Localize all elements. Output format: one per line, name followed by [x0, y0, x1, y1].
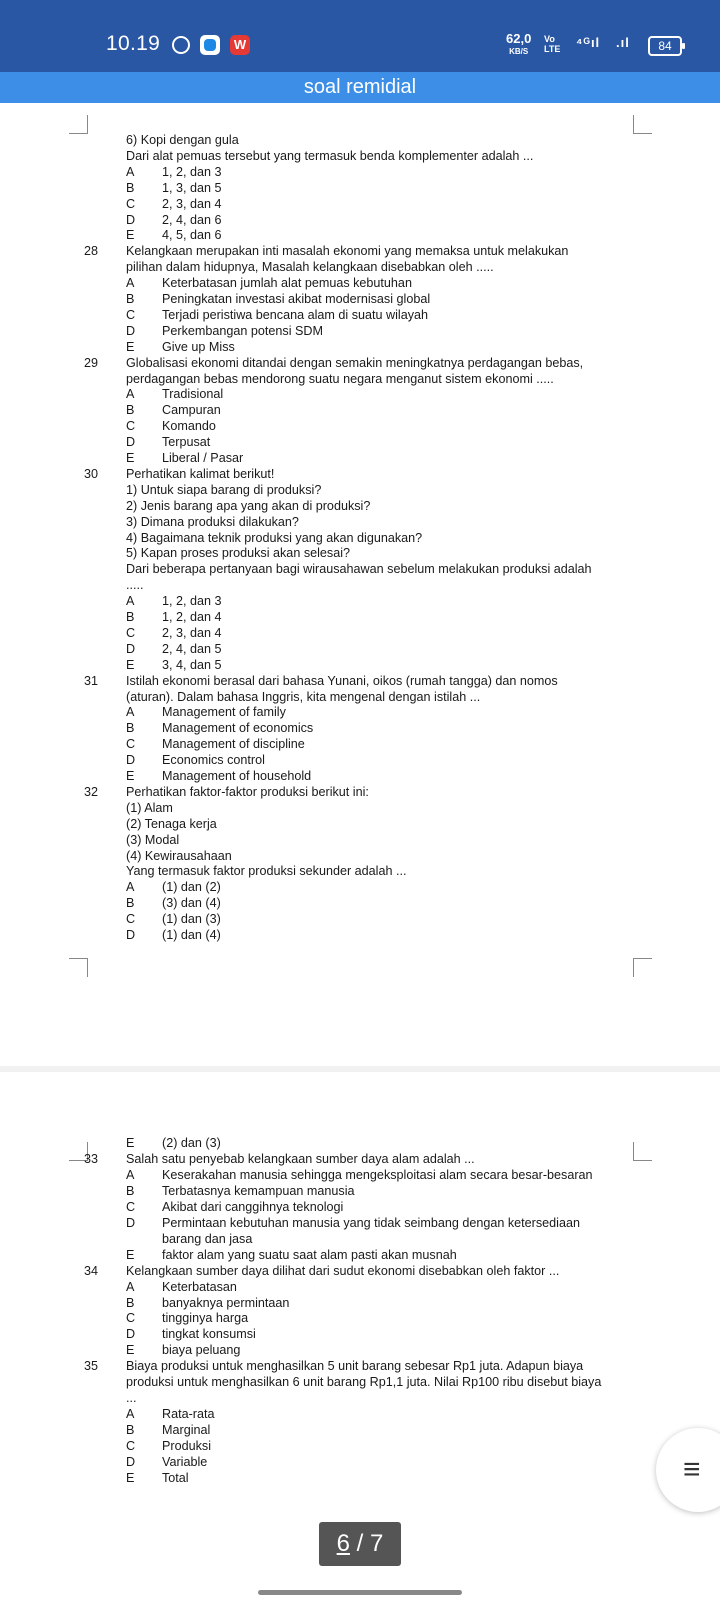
option-text: 4, 5, dan 6 — [162, 228, 222, 243]
question-number: 29 — [84, 355, 99, 370]
option-text: Economics control — [162, 753, 265, 768]
option-key: C — [126, 1311, 136, 1326]
option-key: A — [126, 387, 135, 402]
question-text: Globalisasi ekonomi ditandai dengan semakin meningkatnya perdagangan bebas, — [126, 355, 584, 370]
option-key: D — [126, 1327, 136, 1342]
signal-4g-icon: ⁴ᴳıl — [576, 35, 601, 50]
option-key: C — [126, 196, 136, 211]
whatsapp-notification-icon — [172, 36, 190, 54]
question-text: ..... — [126, 578, 144, 593]
option-text: Variable — [162, 1455, 208, 1469]
option-key: D — [126, 1215, 136, 1230]
option-text: Keterbatasan — [162, 1279, 237, 1294]
option-text: 1, 2, dan 4 — [162, 610, 222, 624]
question-number: 33 — [84, 1151, 99, 1166]
document-title: soal remidial — [303, 76, 417, 98]
page-indicator[interactable] — [319, 1522, 401, 1566]
question-text: Salah satu penyebab kelangkaan sumber daya alam adalah ... — [126, 1151, 475, 1166]
option-text: tingginya harga — [162, 1311, 249, 1326]
option-key: E — [126, 451, 135, 465]
option-text: (1) dan (4) — [162, 928, 221, 942]
option-text: faktor alam yang suatu saat alam pasti akan musnah — [162, 1247, 457, 1262]
option-key: D — [126, 323, 136, 338]
status-bar — [0, 0, 720, 72]
option-key: A — [126, 705, 135, 720]
question-text: 1) Untuk siapa barang di produksi? — [126, 482, 322, 497]
option-text: Management of economics — [162, 721, 314, 736]
option-key: E — [126, 228, 135, 243]
question-text: (3) Modal — [126, 832, 180, 847]
option-key: C — [126, 1439, 136, 1454]
option-key: A — [126, 276, 135, 291]
option-key: E — [126, 657, 135, 672]
question-text: perdagangan bebas mendorong suatu negara menganut sistem ekonomi ..... — [126, 371, 554, 386]
network-speed — [506, 33, 531, 57]
network-speed-value: 62,0 — [506, 31, 532, 46]
question-text: (4) Kewirausahaan — [126, 848, 232, 863]
question-number: 31 — [84, 673, 99, 688]
option-text: Perkembangan potensi SDM — [162, 323, 324, 338]
question-text: pilihan dalam hidupnya, Masalah kelangkaan disebabkan oleh ..... — [126, 260, 494, 275]
option-key: E — [126, 339, 135, 354]
option-text: Keserakahan manusia sehingga mengeksploitasi alam secara besar-besaran — [162, 1167, 593, 1182]
option-key: B — [126, 610, 135, 624]
option-text: Komando — [162, 419, 216, 434]
question-number: 35 — [84, 1359, 99, 1374]
menu-icon[interactable]: ≡ — [656, 1428, 720, 1512]
crop-mark-bottom-left — [69, 958, 88, 977]
option-text: Terjadi peristiwa bencana alam di suatu wilayah — [162, 307, 429, 322]
option-text: Give up Miss — [162, 339, 235, 354]
option-text: barang dan jasa — [162, 1231, 253, 1246]
option-key: B — [126, 180, 135, 195]
option-text: Management of family — [162, 705, 286, 720]
option-key: A — [126, 1167, 135, 1182]
question-text: 3) Dimana produksi dilakukan? — [126, 514, 299, 529]
option-text: 2, 4, dan 5 — [162, 641, 222, 656]
question-number: 32 — [84, 784, 99, 799]
option-key: A — [126, 1407, 135, 1422]
option-text: Terpusat — [162, 435, 211, 450]
option-key: B — [126, 896, 135, 911]
signal-icon: .ıl — [616, 35, 630, 50]
option-key: B — [126, 1295, 135, 1310]
question-text: (aturan). Dalam bahasa Inggris, kita mengenal dengan istilah ... — [126, 689, 481, 704]
option-key: D — [126, 641, 136, 656]
option-key: E — [126, 1136, 135, 1150]
wps-office-icon: W — [230, 35, 250, 55]
volte-icon — [544, 34, 560, 54]
option-text: biaya peluang — [162, 1343, 241, 1358]
option-text: 1, 3, dan 5 — [162, 180, 222, 195]
question-number: 34 — [84, 1263, 99, 1278]
question-text: Istilah ekonomi berasal dari bahasa Yunani, oikos (rumah tangga) dan nomos — [126, 673, 558, 688]
document-title-bar — [0, 72, 720, 103]
current-page: 6 — [336, 1530, 350, 1557]
option-key: D — [126, 435, 136, 450]
option-key: A — [126, 594, 135, 609]
option-key: D — [126, 928, 136, 942]
option-key: D — [126, 1455, 136, 1469]
document-page-7[interactable] — [0, 1072, 720, 1600]
network-speed-unit: KB/S — [509, 47, 529, 56]
option-key: D — [126, 212, 136, 227]
option-key: C — [126, 1199, 136, 1214]
total-pages: 7 — [370, 1530, 384, 1557]
option-text: Management of discipline — [162, 737, 305, 752]
home-indicator[interactable] — [258, 1590, 462, 1595]
crop-mark-bottom-right — [633, 958, 652, 977]
option-text: Tradisional — [162, 387, 224, 402]
question-text: Kelangkaan sumber daya dilihat dari sudut ekonomi disebabkan oleh faktor ... — [126, 1263, 560, 1278]
option-key: E — [126, 1470, 135, 1485]
option-text: (2) dan (3) — [162, 1136, 221, 1150]
option-key: A — [126, 880, 135, 895]
option-text: 2, 3, dan 4 — [162, 625, 222, 640]
option-text: Akibat dari canggihnya teknologi — [162, 1199, 344, 1214]
option-key: C — [126, 737, 136, 752]
option-text: 3, 4, dan 5 — [162, 657, 222, 672]
document-page-6[interactable] — [0, 103, 720, 1066]
option-text: (3) dan (4) — [162, 896, 221, 911]
option-text: 1, 2, dan 3 — [162, 164, 222, 179]
option-key: E — [126, 1247, 135, 1262]
question-text: 5) Kapan proses produksi akan selesai? — [126, 546, 351, 561]
option-text: Management of household — [162, 769, 312, 783]
option-text: (1) dan (3) — [162, 912, 221, 927]
question-text: 4) Bagaimana teknik produksi yang akan digunakan? — [126, 530, 423, 545]
option-text: tingkat konsumsi — [162, 1327, 256, 1342]
volte-top: Vo — [544, 34, 555, 44]
option-key: A — [126, 164, 135, 179]
option-text: 2, 4, dan 6 — [162, 212, 222, 227]
option-key: C — [126, 912, 136, 927]
app-notification-icon — [200, 35, 220, 55]
question-number: 28 — [84, 244, 99, 259]
question-text: produksi untuk menghasilkan 6 unit barang Rp1,1 juta. Nilai Rp100 ribu disebut biaya — [126, 1375, 602, 1390]
option-text: (1) dan (2) — [162, 880, 221, 895]
question-text: 6) Kopi dengan gula — [126, 133, 239, 147]
option-key: C — [126, 419, 136, 434]
option-key: D — [126, 753, 136, 768]
question-text: 2) Jenis barang apa yang akan di produksi? — [126, 498, 371, 513]
option-key: B — [126, 1183, 135, 1198]
clock: 10.19 — [106, 32, 161, 55]
option-text: banyaknya permintaan — [162, 1295, 290, 1310]
option-text: Peningkatan investasi akibat modernisasi global — [162, 292, 431, 306]
question-text: ... — [126, 1391, 137, 1406]
option-key: B — [126, 721, 135, 736]
option-text: Campuran — [162, 403, 221, 418]
question-text: (2) Tenaga kerja — [126, 816, 217, 831]
option-text: Marginal — [162, 1423, 211, 1438]
page-separator: / — [349, 1530, 370, 1557]
question-text: Biaya produksi untuk menghasilkan 5 unit barang sebesar Rp1 juta. Adapun biaya — [126, 1359, 584, 1374]
option-key: B — [126, 1423, 135, 1438]
question-text: Perhatikan kalimat berikut! — [126, 466, 275, 481]
option-text: Produksi — [162, 1439, 211, 1454]
option-key: B — [126, 403, 135, 418]
volte-bottom: LTE — [544, 44, 561, 54]
option-text: 2, 3, dan 4 — [162, 196, 222, 211]
question-text: Kelangkaan merupakan inti masalah ekonomi yang memaksa untuk melakukan — [126, 244, 569, 259]
option-key: C — [126, 625, 136, 640]
option-key: E — [126, 1343, 135, 1358]
option-key: B — [126, 292, 135, 306]
question-text: (1) Alam — [126, 800, 173, 815]
option-text: Liberal / Pasar — [162, 451, 244, 465]
question-text: Dari beberapa pertanyaan bagi wirausahawan sebelum melakukan produksi adalah — [126, 562, 592, 577]
question-text: Dari alat pemuas tersebut yang termasuk benda komplementer adalah ... — [126, 148, 534, 163]
option-text: Total — [162, 1470, 189, 1485]
question-number: 30 — [84, 466, 99, 481]
option-key: A — [126, 1279, 135, 1294]
option-text: Keterbatasan jumlah alat pemuas kebutuhan — [162, 276, 412, 291]
option-text: Rata-rata — [162, 1407, 215, 1422]
battery-icon: 84 — [648, 36, 682, 56]
option-text: Terbatasnya kemampuan manusia — [162, 1183, 355, 1198]
option-text: 1, 2, dan 3 — [162, 594, 222, 609]
option-key: C — [126, 307, 136, 322]
question-text: Perhatikan faktor-faktor produksi berikut ini: — [126, 784, 369, 799]
crop-mark-top-right — [633, 1142, 652, 1161]
crop-mark-top-left — [69, 115, 88, 134]
question-text: Yang termasuk faktor produksi sekunder adalah ... — [126, 864, 407, 879]
option-key: E — [126, 769, 135, 783]
crop-mark-top-right — [633, 115, 652, 134]
option-text: Permintaan kebutuhan manusia yang tidak seimbang dengan ketersediaan — [162, 1215, 580, 1230]
